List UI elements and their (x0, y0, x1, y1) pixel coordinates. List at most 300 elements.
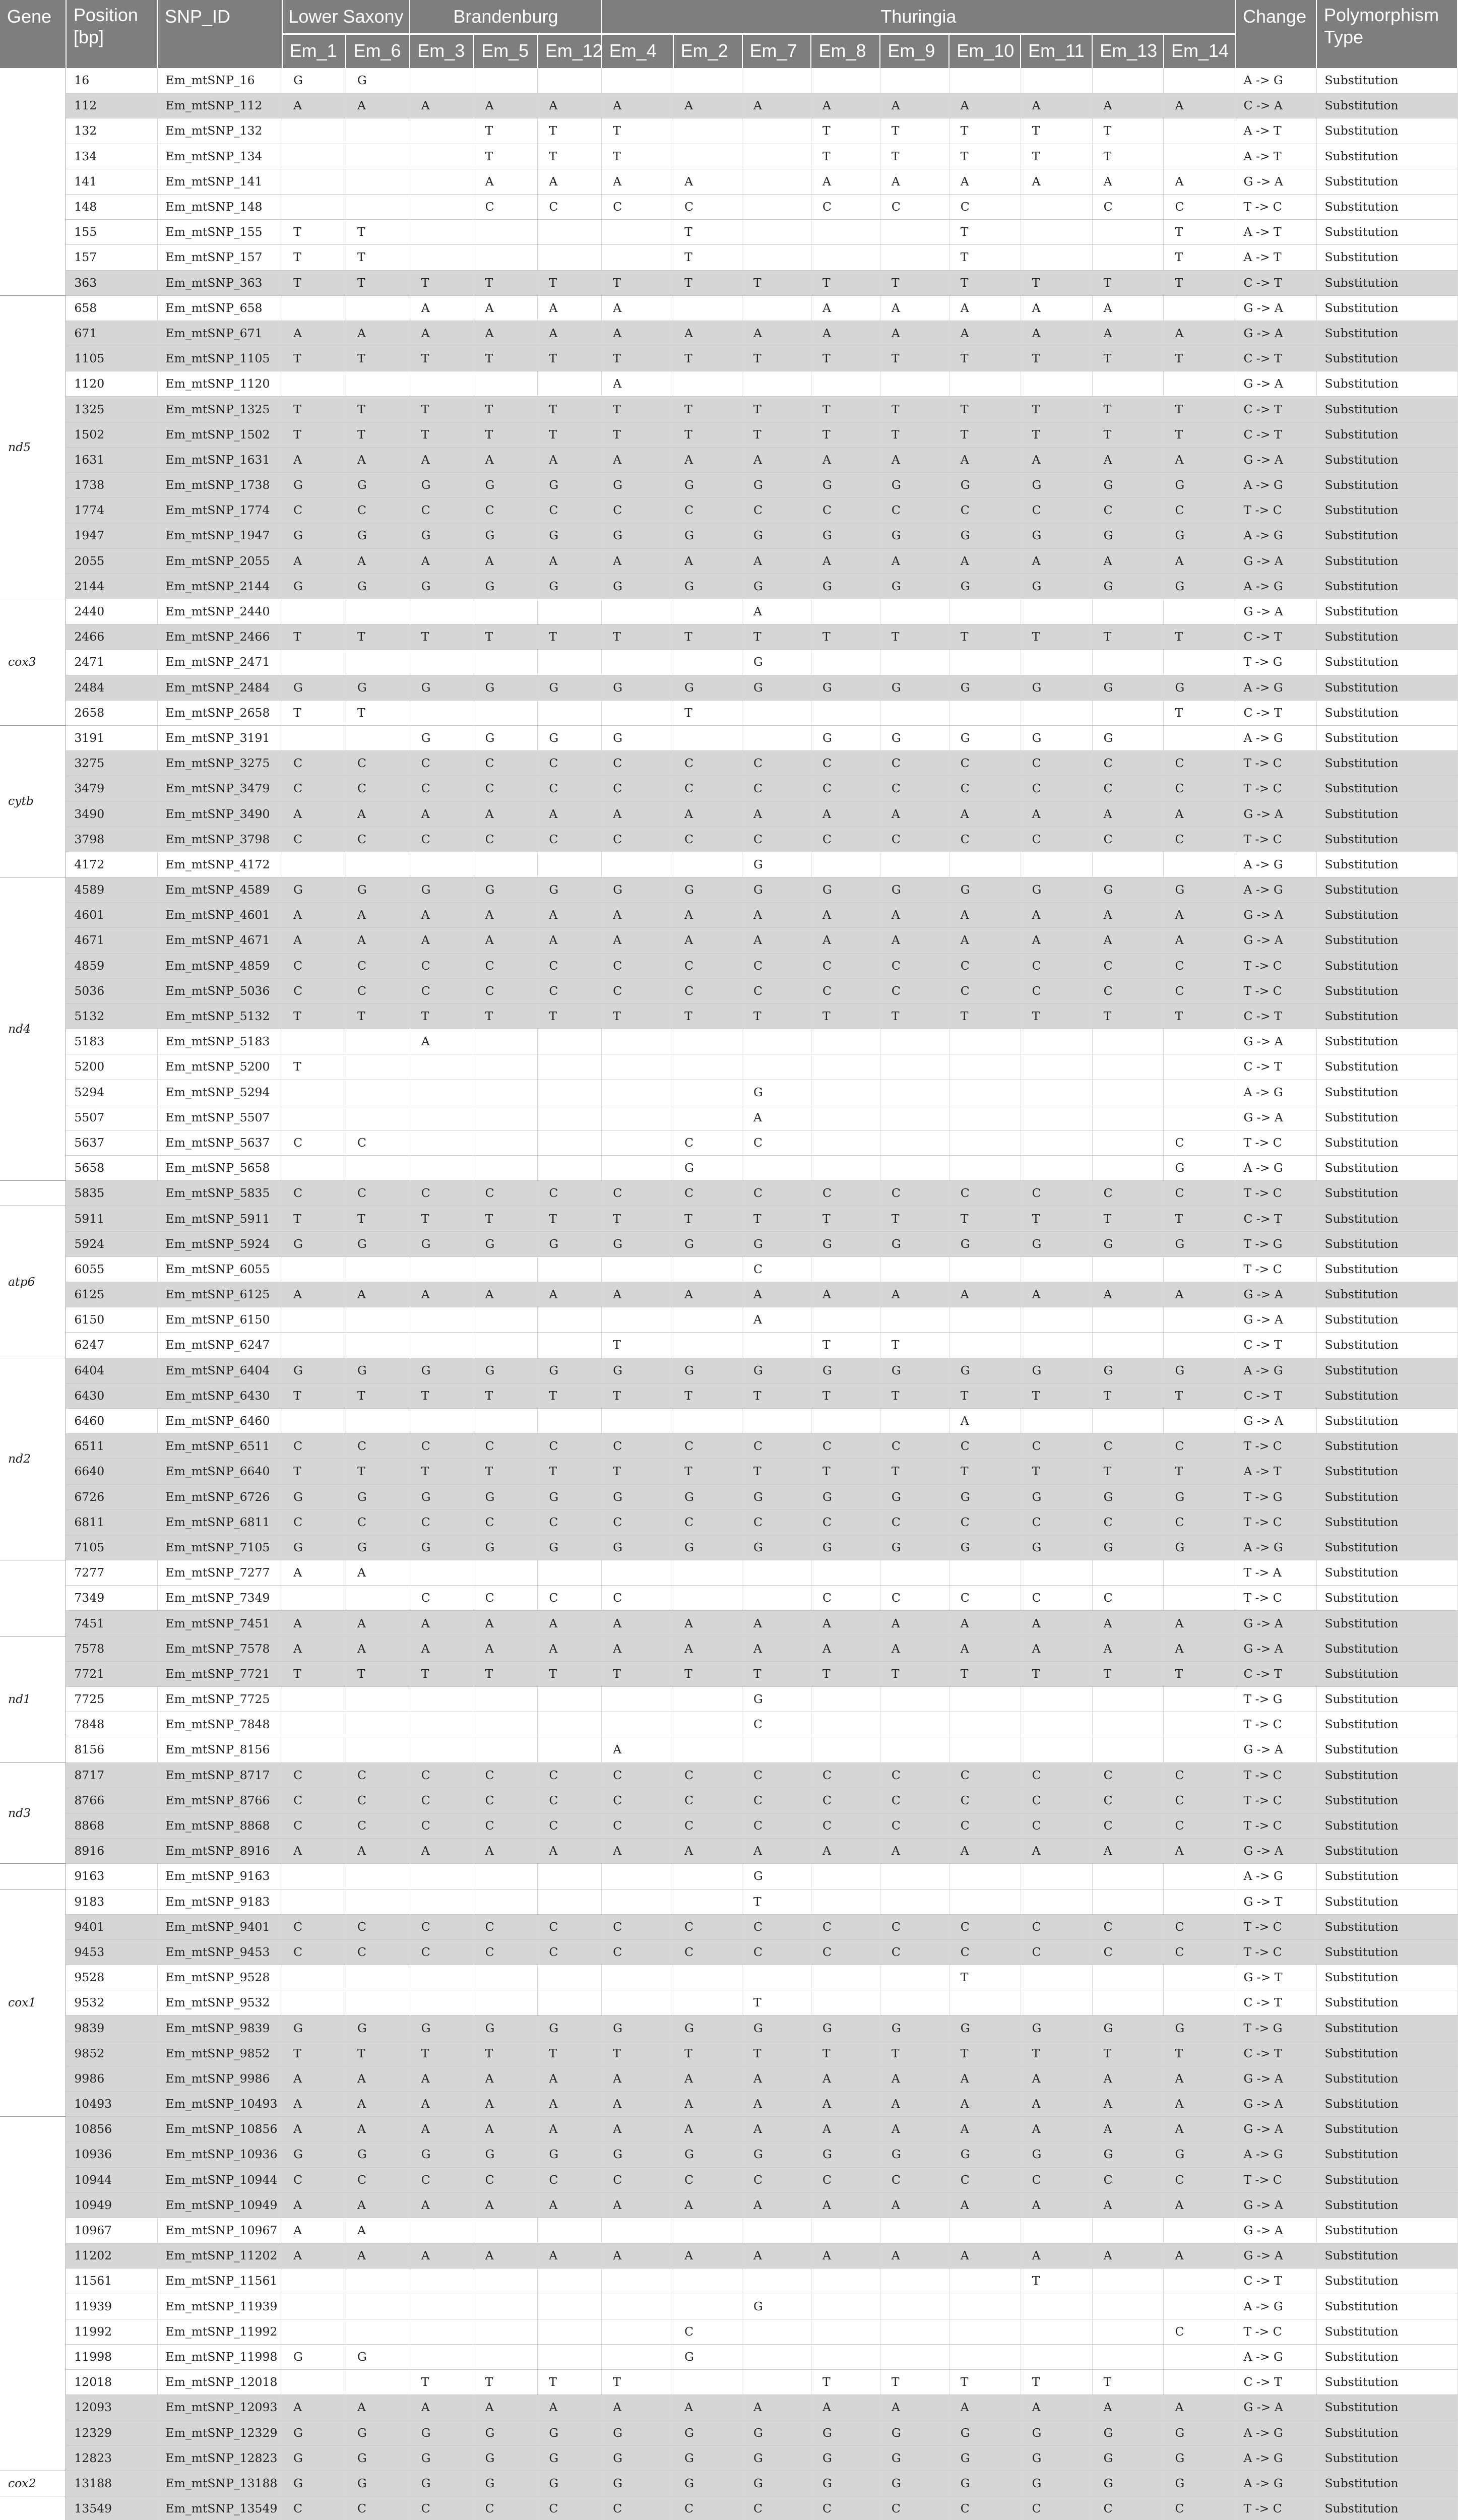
change-cell: G -> A (1235, 2117, 1316, 2142)
nucleotide-cell (538, 1130, 602, 1155)
table-row (0, 2269, 1457, 2294)
nucleotide-cell: G (602, 2420, 673, 2445)
nucleotide-cell (1164, 1307, 1235, 1333)
nucleotide-cell: C (1164, 827, 1235, 852)
nucleotide-cell: A (673, 2066, 742, 2091)
nucleotide-cell: C (742, 978, 811, 1003)
snp-id-cell: Em_mtSNP_1325 (157, 397, 282, 422)
nucleotide-cell: T (811, 1003, 880, 1029)
polymorphism-cell: Substitution (1316, 1333, 1457, 1358)
position-cell: 5924 (66, 1231, 157, 1256)
table-row (0, 1611, 1457, 1636)
nucleotide-cell (742, 1156, 811, 1181)
nucleotide-cell (474, 68, 538, 93)
nucleotide-cell: T (742, 1990, 811, 2015)
nucleotide-cell: T (346, 2041, 410, 2066)
snp-id-cell: Em_mtSNP_12018 (157, 2370, 282, 2395)
table-row (0, 397, 1457, 422)
nucleotide-cell: A (602, 295, 673, 321)
nucleotide-cell: C (346, 1914, 410, 1939)
nucleotide-cell (1164, 144, 1235, 169)
nucleotide-cell: A (282, 1282, 346, 1307)
nucleotide-cell (410, 1080, 474, 1105)
nucleotide-cell: A (880, 903, 949, 928)
nucleotide-cell (742, 194, 811, 219)
nucleotide-cell: G (602, 2142, 673, 2167)
nucleotide-cell: G (282, 2015, 346, 2041)
nucleotide-cell (602, 1080, 673, 1105)
table-row (0, 498, 1457, 523)
col-header-sample: Em_13 (1092, 34, 1164, 69)
nucleotide-cell: A (474, 548, 538, 574)
snp-id-cell: Em_mtSNP_5294 (157, 1080, 282, 1105)
nucleotide-cell (1164, 1712, 1235, 1737)
nucleotide-cell: T (811, 1661, 880, 1686)
nucleotide-cell: A (602, 1636, 673, 1661)
nucleotide-cell: C (538, 953, 602, 978)
position-cell: 7451 (66, 1611, 157, 1636)
nucleotide-cell: T (811, 1459, 880, 1484)
nucleotide-cell: A (1092, 2117, 1164, 2142)
nucleotide-cell (1092, 1307, 1164, 1333)
nucleotide-cell: A (602, 928, 673, 953)
nucleotide-cell: C (346, 1181, 410, 1206)
nucleotide-cell (602, 2218, 673, 2243)
nucleotide-cell: G (1164, 523, 1235, 548)
nucleotide-cell: C (282, 2496, 346, 2520)
change-cell: T -> C (1235, 2496, 1316, 2520)
nucleotide-cell (949, 1054, 1021, 1080)
nucleotide-cell: C (880, 2167, 949, 2192)
polymorphism-cell: Substitution (1316, 1080, 1457, 1105)
nucleotide-cell: T (474, 422, 538, 447)
nucleotide-cell (474, 1307, 538, 1333)
nucleotide-cell: G (673, 2445, 742, 2471)
polymorphism-cell: Substitution (1316, 2243, 1457, 2269)
nucleotide-cell (949, 2319, 1021, 2344)
position-cell: 6125 (66, 1282, 157, 1307)
nucleotide-cell (474, 1864, 538, 1889)
nucleotide-cell (1092, 1333, 1164, 1358)
nucleotide-cell (1092, 2344, 1164, 2369)
nucleotide-cell: T (949, 422, 1021, 447)
nucleotide-cell: C (811, 1914, 880, 1939)
nucleotide-cell (949, 599, 1021, 624)
snp-id-cell: Em_mtSNP_132 (157, 118, 282, 144)
polymorphism-cell: Substitution (1316, 346, 1457, 371)
change-cell: A -> G (1235, 2294, 1316, 2319)
nucleotide-cell: T (346, 1003, 410, 1029)
nucleotide-cell (880, 1712, 949, 1737)
nucleotide-cell (949, 1687, 1021, 1712)
nucleotide-cell (1021, 245, 1092, 270)
nucleotide-cell: T (410, 397, 474, 422)
nucleotide-cell: A (474, 93, 538, 118)
nucleotide-cell: C (880, 2496, 949, 2520)
nucleotide-cell: A (673, 2092, 742, 2117)
nucleotide-cell: T (949, 1383, 1021, 1408)
nucleotide-cell (949, 1864, 1021, 1889)
nucleotide-cell: T (949, 245, 1021, 270)
nucleotide-cell (673, 118, 742, 144)
polymorphism-cell: Substitution (1316, 498, 1457, 523)
snp-id-cell: Em_mtSNP_112 (157, 93, 282, 118)
position-cell: 12093 (66, 2395, 157, 2420)
nucleotide-cell (1021, 700, 1092, 725)
nucleotide-cell: C (1021, 1914, 1092, 1939)
nucleotide-cell (811, 1864, 880, 1889)
nucleotide-cell (282, 1156, 346, 1181)
nucleotide-cell: T (673, 1003, 742, 1029)
nucleotide-cell (1092, 1889, 1164, 1914)
position-cell: 4589 (66, 877, 157, 903)
nucleotide-cell (1092, 2319, 1164, 2344)
nucleotide-cell: T (742, 1003, 811, 1029)
position-cell: 12018 (66, 2370, 157, 2395)
nucleotide-cell: A (949, 2092, 1021, 2117)
nucleotide-cell (282, 599, 346, 624)
nucleotide-cell: G (949, 2015, 1021, 2041)
position-cell: 13188 (66, 2471, 157, 2496)
table-row (0, 2066, 1457, 2091)
position-cell: 132 (66, 118, 157, 144)
nucleotide-cell: A (1164, 2117, 1235, 2142)
nucleotide-cell: G (282, 2142, 346, 2167)
nucleotide-cell: G (1092, 2420, 1164, 2445)
position-cell: 9532 (66, 1990, 157, 2015)
nucleotide-cell (949, 650, 1021, 675)
nucleotide-cell: A (282, 2192, 346, 2218)
nucleotide-cell: G (282, 523, 346, 548)
polymorphism-cell: Substitution (1316, 1408, 1457, 1433)
nucleotide-cell: C (673, 2319, 742, 2344)
nucleotide-cell: A (1092, 169, 1164, 194)
table-row (0, 2471, 1457, 2496)
nucleotide-cell: C (880, 194, 949, 219)
nucleotide-cell: C (949, 1762, 1021, 1788)
nucleotide-cell (880, 1889, 949, 1914)
nucleotide-cell: G (742, 2420, 811, 2445)
nucleotide-cell (673, 2218, 742, 2243)
nucleotide-cell: G (811, 523, 880, 548)
nucleotide-cell: C (1092, 1181, 1164, 1206)
nucleotide-cell (538, 1307, 602, 1333)
change-cell: G -> A (1235, 2243, 1316, 2269)
position-cell: 5183 (66, 1029, 157, 1054)
nucleotide-cell (410, 1130, 474, 1155)
nucleotide-cell (410, 650, 474, 675)
nucleotide-cell (474, 852, 538, 877)
table-row (0, 1029, 1457, 1054)
nucleotide-cell: C (811, 776, 880, 801)
snp-id-cell: Em_mtSNP_7451 (157, 1611, 282, 1636)
nucleotide-cell: G (673, 1231, 742, 1256)
nucleotide-cell (1021, 1105, 1092, 1130)
change-cell: T -> C (1235, 2167, 1316, 2192)
polymorphism-cell: Substitution (1316, 801, 1457, 827)
nucleotide-cell: G (880, 2471, 949, 2496)
nucleotide-cell: A (1092, 801, 1164, 827)
nucleotide-cell: C (1092, 1813, 1164, 1838)
change-cell: G -> A (1235, 2092, 1316, 2117)
nucleotide-cell: C (742, 2496, 811, 2520)
polymorphism-cell: Substitution (1316, 1434, 1457, 1459)
nucleotide-cell: T (410, 1003, 474, 1029)
position-cell: 6640 (66, 1459, 157, 1484)
col-header-sample: Em_8 (811, 34, 880, 69)
nucleotide-cell: A (1092, 2395, 1164, 2420)
nucleotide-cell: G (410, 1484, 474, 1509)
nucleotide-cell (602, 852, 673, 877)
snp-id-cell: Em_mtSNP_7349 (157, 1586, 282, 1611)
nucleotide-cell: A (474, 321, 538, 346)
nucleotide-cell (346, 2294, 410, 2319)
nucleotide-cell: C (538, 978, 602, 1003)
nucleotide-cell (1164, 118, 1235, 144)
nucleotide-cell: G (410, 2471, 474, 2496)
nucleotide-cell (346, 1737, 410, 1762)
nucleotide-cell: T (538, 1003, 602, 1029)
position-cell: 112 (66, 93, 157, 118)
snp-id-cell: Em_mtSNP_7721 (157, 1661, 282, 1686)
nucleotide-cell: G (282, 1535, 346, 1560)
nucleotide-cell: G (538, 725, 602, 750)
nucleotide-cell: T (673, 1206, 742, 1231)
nucleotide-cell: G (474, 877, 538, 903)
nucleotide-cell: G (1164, 1156, 1235, 1181)
polymorphism-cell: Substitution (1316, 624, 1457, 650)
table-row (0, 1509, 1457, 1535)
nucleotide-cell: A (1164, 2192, 1235, 2218)
nucleotide-cell: G (1021, 675, 1092, 700)
nucleotide-cell: A (282, 2218, 346, 2243)
nucleotide-cell: A (1164, 1611, 1235, 1636)
nucleotide-cell: A (1092, 1636, 1164, 1661)
nucleotide-cell: T (1021, 1003, 1092, 1029)
nucleotide-cell: G (742, 852, 811, 877)
nucleotide-cell: A (282, 2243, 346, 2269)
nucleotide-cell (1021, 2319, 1092, 2344)
position-cell: 8916 (66, 1839, 157, 1864)
table-row (0, 574, 1457, 599)
nucleotide-cell (1021, 2294, 1092, 2319)
nucleotide-cell (602, 2344, 673, 2369)
nucleotide-cell (410, 1333, 474, 1358)
nucleotide-cell: C (811, 1788, 880, 1813)
nucleotide-cell: G (811, 675, 880, 700)
nucleotide-cell: C (949, 827, 1021, 852)
nucleotide-cell (346, 194, 410, 219)
nucleotide-cell: C (1164, 498, 1235, 523)
nucleotide-cell: T (346, 700, 410, 725)
position-cell: 12823 (66, 2445, 157, 2471)
nucleotide-cell: C (410, 1788, 474, 1813)
nucleotide-cell (811, 1687, 880, 1712)
col-header-sample: Em_6 (346, 34, 410, 69)
nucleotide-cell: T (538, 1383, 602, 1408)
nucleotide-cell (1164, 852, 1235, 877)
nucleotide-cell: T (949, 144, 1021, 169)
snp-id-cell: Em_mtSNP_11202 (157, 2243, 282, 2269)
change-cell: T -> C (1235, 1586, 1316, 1611)
nucleotide-cell: C (811, 1762, 880, 1788)
nucleotide-cell (410, 169, 474, 194)
nucleotide-cell: G (538, 2142, 602, 2167)
nucleotide-cell (742, 1737, 811, 1762)
nucleotide-cell (949, 1256, 1021, 1282)
snp-id-cell: Em_mtSNP_9839 (157, 2015, 282, 2041)
change-cell: A -> G (1235, 675, 1316, 700)
nucleotide-cell (673, 2370, 742, 2395)
snp-id-cell: Em_mtSNP_6404 (157, 1358, 282, 1383)
nucleotide-cell: T (673, 1459, 742, 1484)
nucleotide-cell: T (282, 1206, 346, 1231)
snp-id-cell: Em_mtSNP_5507 (157, 1105, 282, 1130)
change-cell: G -> A (1235, 169, 1316, 194)
nucleotide-cell: C (1092, 1762, 1164, 1788)
nucleotide-cell: C (949, 751, 1021, 776)
position-cell: 1502 (66, 422, 157, 447)
polymorphism-cell: Substitution (1316, 1105, 1457, 1130)
nucleotide-cell: A (410, 1282, 474, 1307)
position-cell: 7349 (66, 1586, 157, 1611)
nucleotide-cell: C (474, 751, 538, 776)
change-cell: A -> G (1235, 473, 1316, 498)
nucleotide-cell (1092, 1408, 1164, 1433)
nucleotide-cell: C (410, 978, 474, 1003)
nucleotide-cell: A (410, 801, 474, 827)
nucleotide-cell: A (346, 2117, 410, 2142)
nucleotide-cell: T (474, 1661, 538, 1686)
table-row (0, 1560, 1457, 1586)
nucleotide-cell: T (538, 397, 602, 422)
nucleotide-cell: A (742, 93, 811, 118)
nucleotide-cell: T (949, 1206, 1021, 1231)
nucleotide-cell: T (1021, 422, 1092, 447)
table-row (0, 1939, 1457, 1965)
table-row (0, 1333, 1457, 1358)
nucleotide-cell (282, 1889, 346, 1914)
nucleotide-cell (673, 295, 742, 321)
snp-id-cell: Em_mtSNP_10493 (157, 2092, 282, 2117)
nucleotide-cell: A (1021, 447, 1092, 472)
nucleotide-cell: C (1021, 978, 1092, 1003)
nucleotide-cell (880, 1156, 949, 1181)
nucleotide-cell: C (410, 2167, 474, 2192)
nucleotide-cell (742, 2269, 811, 2294)
nucleotide-cell: C (949, 1434, 1021, 1459)
nucleotide-cell (538, 1029, 602, 1054)
nucleotide-cell (1092, 2294, 1164, 2319)
nucleotide-cell: A (949, 2066, 1021, 2091)
nucleotide-cell: A (410, 1839, 474, 1864)
position-cell: 363 (66, 270, 157, 295)
nucleotide-cell: C (346, 2167, 410, 2192)
nucleotide-cell: G (538, 1484, 602, 1509)
nucleotide-cell: A (742, 801, 811, 827)
change-cell: A -> G (1235, 2445, 1316, 2471)
position-cell: 7277 (66, 1560, 157, 1586)
nucleotide-cell (282, 1586, 346, 1611)
snp-id-cell: Em_mtSNP_16 (157, 68, 282, 93)
nucleotide-cell: G (538, 1358, 602, 1383)
nucleotide-cell: A (1021, 1839, 1092, 1864)
nucleotide-cell: T (538, 1459, 602, 1484)
change-cell: G -> A (1235, 1029, 1316, 1054)
nucleotide-cell: G (742, 1080, 811, 1105)
nucleotide-cell: G (1164, 675, 1235, 700)
snp-id-cell: Em_mtSNP_13188 (157, 2471, 282, 2496)
nucleotide-cell: A (880, 2092, 949, 2117)
position-cell: 1105 (66, 346, 157, 371)
snp-id-cell: Em_mtSNP_4671 (157, 928, 282, 953)
nucleotide-cell: A (1164, 447, 1235, 472)
table-row (0, 953, 1457, 978)
nucleotide-cell: A (346, 2092, 410, 2117)
nucleotide-cell (1164, 68, 1235, 93)
nucleotide-cell: T (602, 1206, 673, 1231)
nucleotide-cell (1021, 220, 1092, 245)
nucleotide-cell: A (949, 93, 1021, 118)
nucleotide-cell: G (410, 675, 474, 700)
nucleotide-cell: C (673, 827, 742, 852)
nucleotide-cell: C (1164, 1939, 1235, 1965)
gene-cell (0, 1181, 66, 1206)
table-row (0, 194, 1457, 219)
nucleotide-cell: A (1164, 321, 1235, 346)
nucleotide-cell: A (673, 1611, 742, 1636)
gene-cell (0, 1864, 66, 1889)
nucleotide-cell (410, 1156, 474, 1181)
snp-id-cell: Em_mtSNP_3798 (157, 827, 282, 852)
position-cell: 1120 (66, 371, 157, 397)
region-header-brandenburg: Brandenburg (410, 0, 601, 34)
col-header-sample: Em_14 (1164, 34, 1235, 69)
nucleotide-cell (949, 1080, 1021, 1105)
nucleotide-cell: G (474, 2471, 538, 2496)
nucleotide-cell: C (1092, 1434, 1164, 1459)
snp-id-cell: Em_mtSNP_7578 (157, 1636, 282, 1661)
nucleotide-cell (474, 371, 538, 397)
nucleotide-cell (1164, 2370, 1235, 2395)
nucleotide-cell (282, 1712, 346, 1737)
nucleotide-cell (1092, 245, 1164, 270)
nucleotide-cell (1164, 599, 1235, 624)
nucleotide-cell: G (1021, 2471, 1092, 2496)
change-cell: T -> G (1235, 1231, 1316, 1256)
change-cell: A -> G (1235, 1535, 1316, 1560)
nucleotide-cell: A (474, 447, 538, 472)
nucleotide-cell: G (742, 1484, 811, 1509)
nucleotide-cell: A (602, 93, 673, 118)
nucleotide-cell: A (880, 548, 949, 574)
nucleotide-cell: C (880, 953, 949, 978)
polymorphism-cell: Substitution (1316, 245, 1457, 270)
nucleotide-cell: A (538, 447, 602, 472)
nucleotide-cell (538, 1054, 602, 1080)
nucleotide-cell: T (1092, 144, 1164, 169)
nucleotide-cell: G (1021, 2420, 1092, 2445)
gene-cell: cytb (0, 725, 66, 877)
nucleotide-cell (282, 2319, 346, 2344)
nucleotide-cell: G (742, 1358, 811, 1383)
nucleotide-cell: C (742, 827, 811, 852)
nucleotide-cell: C (1164, 978, 1235, 1003)
nucleotide-cell: C (602, 1181, 673, 1206)
change-cell: G -> A (1235, 1839, 1316, 1864)
nucleotide-cell: C (1021, 1788, 1092, 1813)
nucleotide-cell: A (410, 93, 474, 118)
